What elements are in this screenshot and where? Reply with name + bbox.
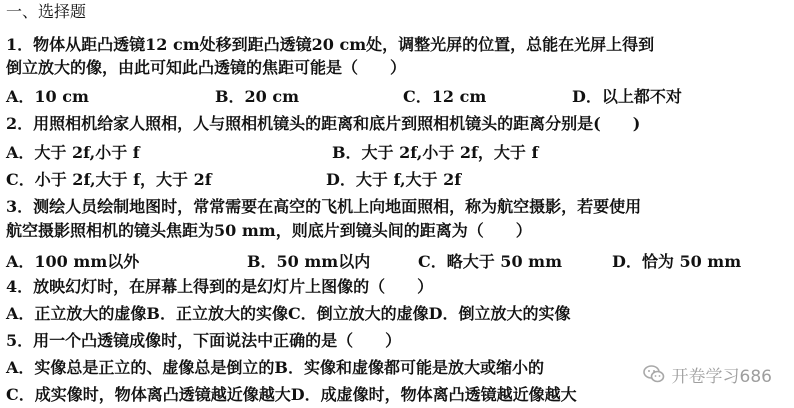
question-2-stem: 2．用照相机给家人照相，人与照相机镜头的距离和底片到照相机镜头的距离分别是( ) bbox=[6, 114, 641, 133]
question-2-option-b: B．大于 2f,小于 2f，大于 f bbox=[332, 143, 539, 162]
wechat-icon bbox=[642, 362, 666, 386]
question-1-stem-line-1: 1．物体从距凸透镜12 cm处移到距凸透镜20 cm处，调整光屏的位置，总能在光屏上得到 bbox=[6, 35, 655, 54]
question-1-option-b: B．20 cm bbox=[215, 87, 300, 106]
question-1-option-c: C．12 cm bbox=[403, 87, 487, 106]
question-2-option-d: D．大于 f,大于 2f bbox=[326, 170, 462, 189]
question-5-options-line-2: C．成实像时，物体离凸透镜越近像越大D．成虚像时，物体离凸透镜越近像越大 bbox=[6, 385, 577, 404]
question-3-option-a: A．100 mm以外 bbox=[6, 252, 140, 271]
question-1-option-a: A．10 cm bbox=[6, 87, 89, 106]
question-3-option-c: C．略大于 50 mm bbox=[418, 252, 563, 271]
question-4-stem: 4．放映幻灯时，在屏幕上得到的是幻灯片上图像的（ ） bbox=[6, 277, 434, 296]
question-5-stem: 5．用一个凸透镜成像时，下面说法中正确的是（ ） bbox=[6, 331, 402, 350]
question-1-stem-line-2: 倒立放大的像，由此可知此凸透镜的焦距可能是（ ） bbox=[6, 58, 407, 77]
question-2-option-a: A．大于 2f,小于 f bbox=[6, 143, 140, 162]
question-2-option-c: C．小于 2f,大于 f，大于 2f bbox=[6, 170, 212, 189]
question-3-stem-line-2: 航空摄影照相机的镜头焦距为50 mm，则底片到镜头间的距离为（ ） bbox=[6, 221, 532, 240]
watermark bbox=[636, 360, 778, 388]
question-3-option-b: B．50 mm以内 bbox=[247, 252, 371, 271]
question-4-options: A．正立放大的虚像B．正立放大的实像C．倒立放大的虚像D．倒立放大的实像 bbox=[6, 304, 571, 323]
section-title: 一、选择题 bbox=[6, 2, 87, 21]
watermark-text: 开卷学习686 bbox=[671, 366, 772, 387]
question-5-options-line-1: A．实像总是正立的、虚像总是倒立的B．实像和虚像都可能是放大或缩小的 bbox=[6, 358, 544, 377]
question-1-option-d: D．以上都不对 bbox=[572, 87, 682, 106]
question-3-option-d: D．恰为 50 mm bbox=[612, 252, 742, 271]
question-3-stem-line-1: 3．测绘人员绘制地图时，常常需要在高空的飞机上向地面照相，称为航空摄影，若要使用 bbox=[6, 197, 642, 216]
